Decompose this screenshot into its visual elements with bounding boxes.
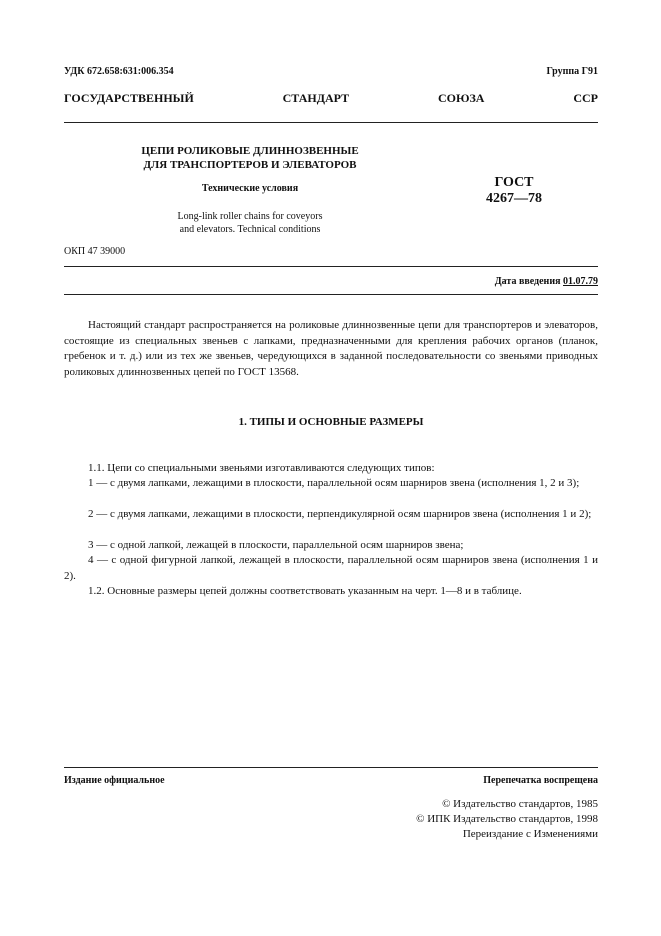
- official-edition-label: Издание официальное: [64, 775, 165, 786]
- title-line-1: ЦЕПИ РОЛИКОВЫЕ ДЛИННОЗВЕННЫЕ: [141, 145, 359, 157]
- gost-designation: [484, 175, 544, 207]
- copyright-line-2: © ИПК Издательство стандартов, 1998: [416, 813, 598, 825]
- reprint-prohibited-label: Перепечатка воспрещена: [483, 775, 598, 786]
- introduction-date: [495, 276, 598, 287]
- section-paragraph-6: 1.2. Основные размеры цепей должны соответствовать указанным на черт. 1—8 и в таблице.: [88, 585, 522, 597]
- state-word-3: СОЮЗА: [437, 91, 485, 105]
- english-title-line-2: and elevators. Technical conditions: [179, 224, 321, 235]
- okp-code: ОКП 47 39000: [64, 246, 126, 257]
- copyright-block: [416, 797, 598, 842]
- title-line-2: ДЛЯ ТРАНСПОРТЕРОВ И ЭЛЕВАТОРОВ: [143, 159, 357, 171]
- udk-code: УДК 672.658:631:006.354: [64, 66, 174, 77]
- state-word-1: ГОСУДАРСТВЕННЫЙ: [64, 91, 194, 105]
- english-title: [120, 210, 380, 236]
- section-paragraph-5: 4 — с одной фигурной лапкой, лежащей в плоскости, параллельной осям шарниров звена (исполнения 1 и 2).: [64, 554, 598, 582]
- group-code: Группа Г91: [546, 66, 598, 77]
- section-paragraph-4: 3 — с одной лапкой, лежащей в плоскости, параллельной осям шарниров звена;: [88, 539, 464, 551]
- state-word-2: СТАНДАРТ: [282, 91, 350, 105]
- reissue-note: Переиздание с Изменениями: [462, 828, 598, 840]
- intro-paragraph: Настоящий стандарт распространяется на роликовые длиннозвенные цепи для транспортеров и элеваторов, состоящие из специальных звеньев с лапками, предназначенными для крепления рабочих органов (планок, гребенок и т. д.) или из тех же звеньев, чередующихся в заданной последовательности со звеньями приводных роликовых длиннозвенных цепей по ГОСТ 13568.: [64, 319, 598, 378]
- gost-label: ГОСТ: [494, 175, 534, 190]
- okp-divider: [64, 266, 598, 267]
- spec-subtitle: Технические условия: [201, 183, 299, 194]
- section-paragraph-2: 1 — с двумя лапками, лежащими в плоскости, параллельной осям шарниров звена (исполнения 1, 2 и 3);: [88, 477, 580, 489]
- introduction-date-value: 01.07.79: [563, 276, 598, 287]
- introduction-date-label: Дата введения: [494, 276, 561, 287]
- state-standard-heading: [64, 91, 598, 106]
- section-title: 1. ТИПЫ И ОСНОВНЫЕ РАЗМЕРЫ: [238, 416, 424, 428]
- copyright-line-1: © Издательство стандартов, 1985: [442, 798, 598, 810]
- english-title-line-1: Long-link roller chains for coveyors: [177, 211, 323, 222]
- header-divider: [64, 122, 598, 123]
- footer-divider: [64, 767, 598, 768]
- section-paragraph-1: 1.1. Цепи со специальными звеньями изготавливаются следующих типов:: [88, 462, 435, 474]
- section-paragraph-3: 2 — с двумя лапками, лежащими в плоскости, перпендикулярной осям шарниров звена (исполнения 1 и 2);: [88, 508, 592, 520]
- intro-date-divider: [64, 294, 598, 295]
- gost-number: 4267—78: [486, 191, 542, 206]
- document-title: [120, 144, 380, 172]
- state-word-4: ССР: [573, 91, 598, 105]
